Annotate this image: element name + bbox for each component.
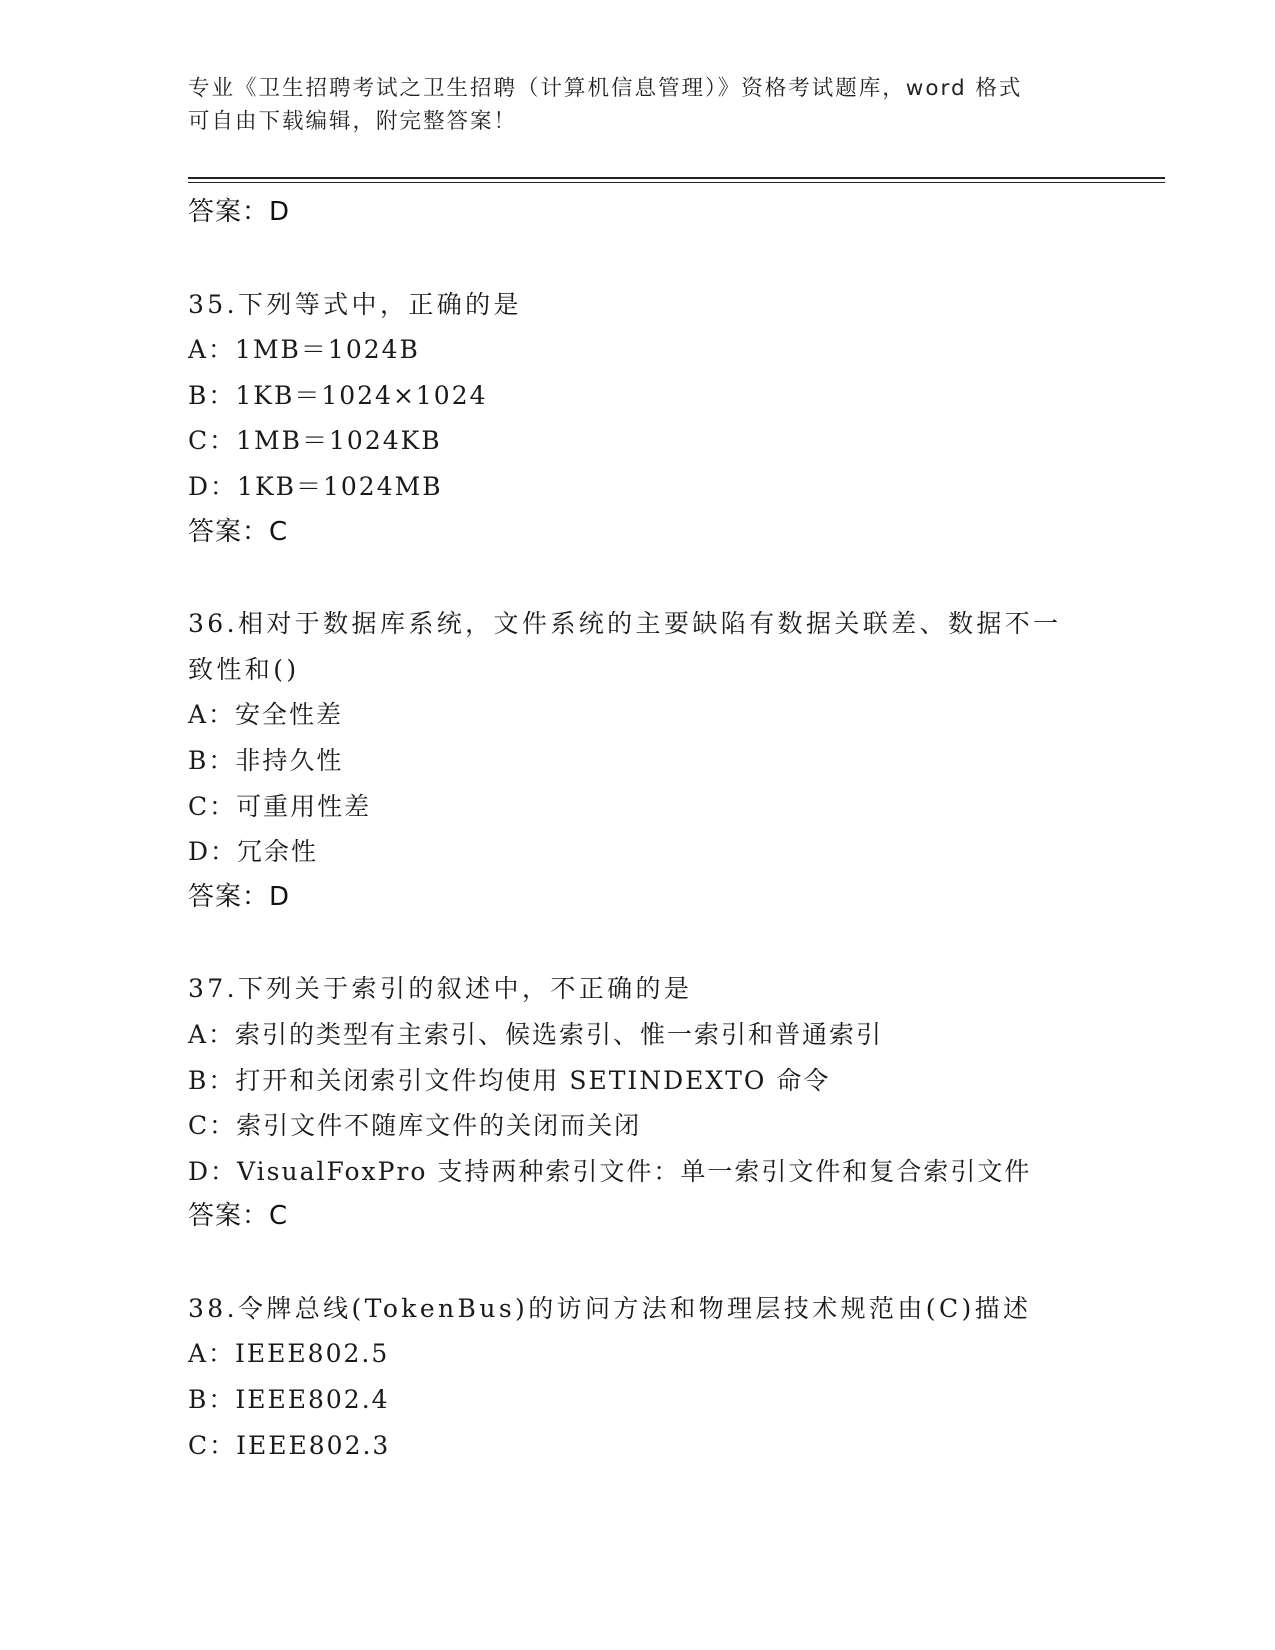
question-35-option-a: A：1MB＝1024B bbox=[188, 335, 420, 365]
question-38-option-a: A：IEEE802.5 bbox=[188, 1339, 390, 1369]
question-37-option-c: C：索引文件不随库文件的关闭而关闭 bbox=[188, 1111, 642, 1141]
question-37-option-b: B：打开和关闭索引文件均使用 SETINDEXTO 命令 bbox=[188, 1065, 831, 1095]
header-line-1: 专业《卫生招聘考试之卫生招聘（计算机信息管理）》资格考试题库，word 格式 bbox=[188, 76, 1023, 101]
question-36-text-line-1: 36.相对于数据库系统，文件系统的主要缺陷有数据关联差、数据不一 bbox=[188, 609, 1062, 639]
spacer bbox=[188, 236, 1138, 282]
spacer bbox=[188, 555, 1138, 601]
answer-line: 答案：D bbox=[188, 197, 291, 227]
question-38-text: 38.令牌总线(TokenBus)的访问方法和物理层技术规范由(C)描述 bbox=[188, 1293, 1032, 1323]
question-35-option-c: C：1MB＝1024KB bbox=[188, 426, 442, 456]
question-38-option-b: B：IEEE802.4 bbox=[188, 1385, 390, 1415]
spacer bbox=[188, 920, 1138, 966]
spacer bbox=[188, 1240, 1138, 1286]
question-36-option-a: A：安全性差 bbox=[188, 700, 344, 730]
question-36-text-line-2: 致性和() bbox=[188, 654, 300, 684]
question-38-option-c: C：IEEE802.3 bbox=[188, 1430, 391, 1460]
header-rule-thick bbox=[188, 177, 1165, 179]
question-35-text: 35.下列等式中，正确的是 bbox=[188, 289, 522, 319]
header-line-2: 可自由下载编辑，附完整答案！ bbox=[188, 109, 518, 134]
question-35-option-d: D：1KB＝1024MB bbox=[188, 471, 443, 501]
question-36-answer: 答案：D bbox=[188, 881, 291, 912]
question-36-option-c: C：可重用性差 bbox=[188, 791, 372, 821]
header-rule-thin bbox=[188, 182, 1165, 183]
question-37-option-d: D：VisualFoxPro 支持两种索引文件：单一索引文件和复合索引文件 bbox=[188, 1156, 1032, 1186]
question-35-option-b: B：1KB＝1024×1024 bbox=[188, 380, 488, 410]
question-list bbox=[188, 190, 1138, 1468]
question-35-answer: 答案：C bbox=[188, 516, 289, 547]
question-37-option-a: A：索引的类型有主索引、候选索引、惟一索引和普通索引 bbox=[188, 1019, 884, 1049]
document-header bbox=[188, 72, 1088, 138]
question-36-option-d: D：冗余性 bbox=[188, 837, 319, 867]
question-36-option-b: B：非持久性 bbox=[188, 745, 344, 775]
question-37-text: 37.下列关于索引的叙述中，不正确的是 bbox=[188, 974, 693, 1004]
question-37-answer: 答案：C bbox=[188, 1201, 289, 1232]
